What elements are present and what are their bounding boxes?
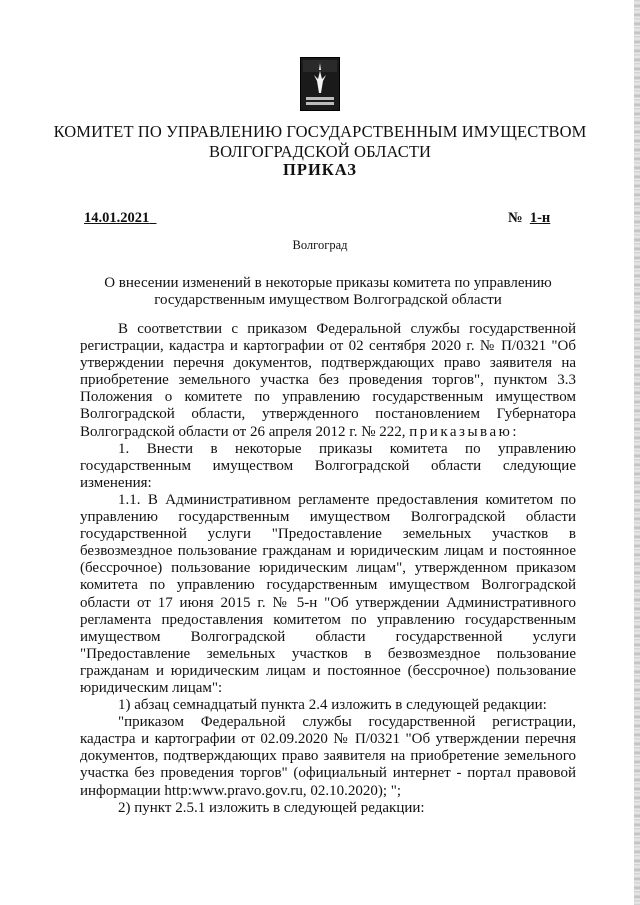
paragraph-item-1: 1. Внести в некоторые приказы комитета по управлению государственным имуществом Волгоградской области следующие изменения: [80,440,576,491]
title-line1: О внесении изменений в некоторые приказы комитета по управлению [104,275,552,291]
paragraph-item-1-1: 1.1. В Административном регламенте предоставления комитетом по управлению государственным имуществом Волгоградской области государственной услуги "Предоставление земельных участков в безвозмездное пользование гражданам и юридическим лицам и постоянное (бессрочное) пользование юридическим лицам", утвержденном приказом комитета по управлению государственным имуществом Волгоградской области от 17 июня 2015 г. № 5-н "Об утверждении Административного регламента предоставления комитетом по управлению государственным имуществом Волгоградской области государственной услуги "Предоставление земельных участков в безвозмездное пользование гражданам и юридическим лицам и постоянное (бессрочное) пользование юридическим лицам": [80,491,576,696]
document-type: ПРИКАЗ [283,160,357,179]
org-name-line2: ВОЛГОГРАДСКОЙ ОБЛАСТИ [208,142,432,161]
coat-of-arms-icon [300,57,340,111]
title-line2: государственным имуществом Волгоградской области [154,292,502,308]
preamble-end: : [512,423,517,440]
city: Волгоград [292,238,348,252]
preamble-text: В соответствии с приказом Федеральной службы государственной регистрации, кадастра и картографии от 02 сентября 2020 г. № П/0321 "Об утверждении перечня документов, подтверждающих право заявителя на приобретение земельного участка без проведения торгов", пунктом 3.3 Положения о комитете по управлению государственным имуществом Волгоградской области, утвержденного постановлением Губернатора Волгоградской области от 26 апреля 2012 г. № 222, [80,321,576,440]
document-body [80,321,576,817]
paragraph-quote: "приказом Федеральной службы государственной регистрации, кадастра и картографии от 02.09.2020 № П/0321 "Об утверждении перечня документов, подтверждающих право заявителя на приобретение земельного участка без проведения торгов" (официальный интернет - портал правовой информации http:www.pravo.gov.ru, 02.10.2020); "; [80,714,576,799]
order-number-value: 1-н [529,210,551,226]
order-number [508,210,550,227]
document-title [80,275,576,309]
org-name-line1: КОМИТЕТ ПО УПРАВЛЕНИЮ ГОСУДАРСТВЕННЫМ ИМУЩЕСТВОМ [53,122,587,141]
paragraph-preamble [80,321,576,441]
paragraph-subitem-1: 1) абзац семнадцатый пункта 2.4 изложить в следующей редакции: [118,697,547,714]
order-date-value: 14.01.2021 [84,210,150,226]
paragraph-subitem-2: 2) пункт 2.5.1 изложить в следующей редакции: [118,799,425,816]
order-number-label: № [508,210,523,226]
order-keyword: приказываю [409,423,513,440]
order-date [84,210,157,227]
